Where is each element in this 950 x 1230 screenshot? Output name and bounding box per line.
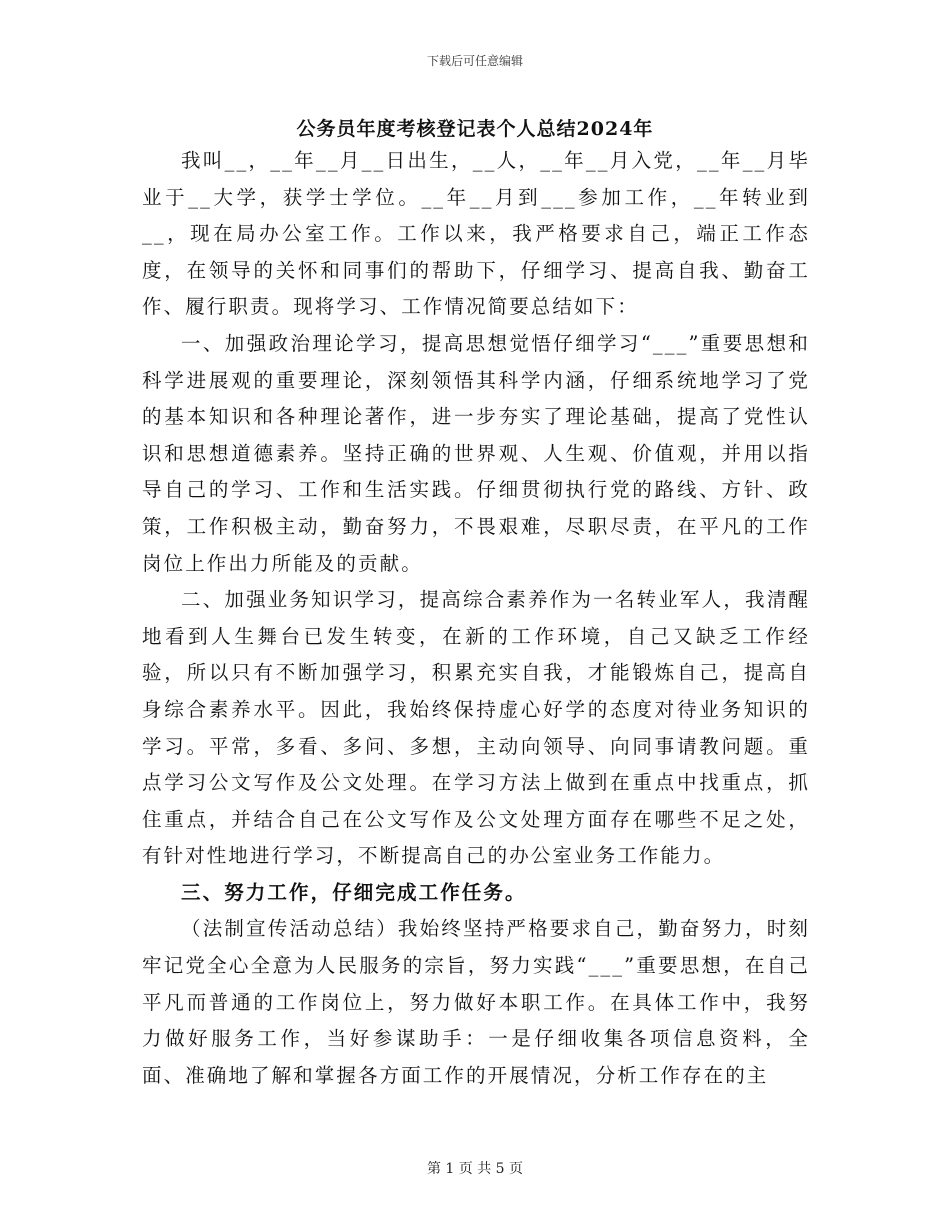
paragraph-political-study: 一、加强政治理论学习，提高思想觉悟仔细学习“___”重要思想和科学进展观的重要理论，深刻领悟其科学内涵，仔细系统地学习了党的基本知识和各种理论著作，进一步夯实了理论基础，提高了党性认识和思想道德素养。坚持正确的世界观、人生观、价值观，并用以指导自己的学习、工作和生活实践。仔细贯彻执行党的路线、方针、政策，工作积极主动，勤奋努力，不畏艰难，尽职尽责，在平凡的工作岗位上作出力所能及的贡献。 xyxy=(142,331,810,575)
page-number-footer: 第 1 页 共 5 页 xyxy=(426,1161,524,1177)
section-heading-work: 三、努力工作，仔细完成工作任务。 xyxy=(181,880,527,904)
paragraph-business-study: 二、加强业务知识学习，提高综合素养作为一名转业军人，我清醒地看到人生舞台已发生转变，在新的工作环境，自己又缺乏工作经验，所以只有不断加强学习，积累充实自我，才能锻炼自己，提高自身综合素养水平。因此，我始终保持虚心好学的态度对待业务知识的学习。平常，多看、多问、多想，主动向领导、向同事请教问题。重点学习公文写作及公文处理。在学习方法上做到在重点中找重点，抓住重点，并结合自己在公文写作及公文处理方面存在哪些不足之处，有针对性地进行学习，不断提高自己的办公室业务工作能力。 xyxy=(142,588,810,868)
document-body xyxy=(142,143,810,1094)
document-title: 公务员年度考核登记表个人总结2024年 xyxy=(296,118,654,140)
page-header-note: 下载后可任意编辑 xyxy=(426,54,523,68)
paragraph-intro: 我叫__，__年__月__日出生，__人，__年__月入党，__年__月毕业于__大学，获学士学位。__年__月到___参加工作，__年转业到__，现在局办公室工作。工作以来，我严格要求自己，端正工作态度，在领导的关怀和同事们的帮助下，仔细学习、提高自我、勤奋工作、履行职责。现将学习、工作情况简要总结如下： xyxy=(142,149,810,319)
paragraph-work: （法制宣传活动总结）我始终坚持严格要求自己，勤奋努力，时刻牢记党全心全意为人民服务的宗旨，努力实践“___”重要思想，在自己平凡而普通的工作岗位上，努力做好本职工作。在具体工作中，我努力做好服务工作，当好参谋助手：一是仔细收集各项信息资料，全面、准确地了解和掌握各方面工作的开展情况，分析工作存在的主 xyxy=(142,917,810,1087)
